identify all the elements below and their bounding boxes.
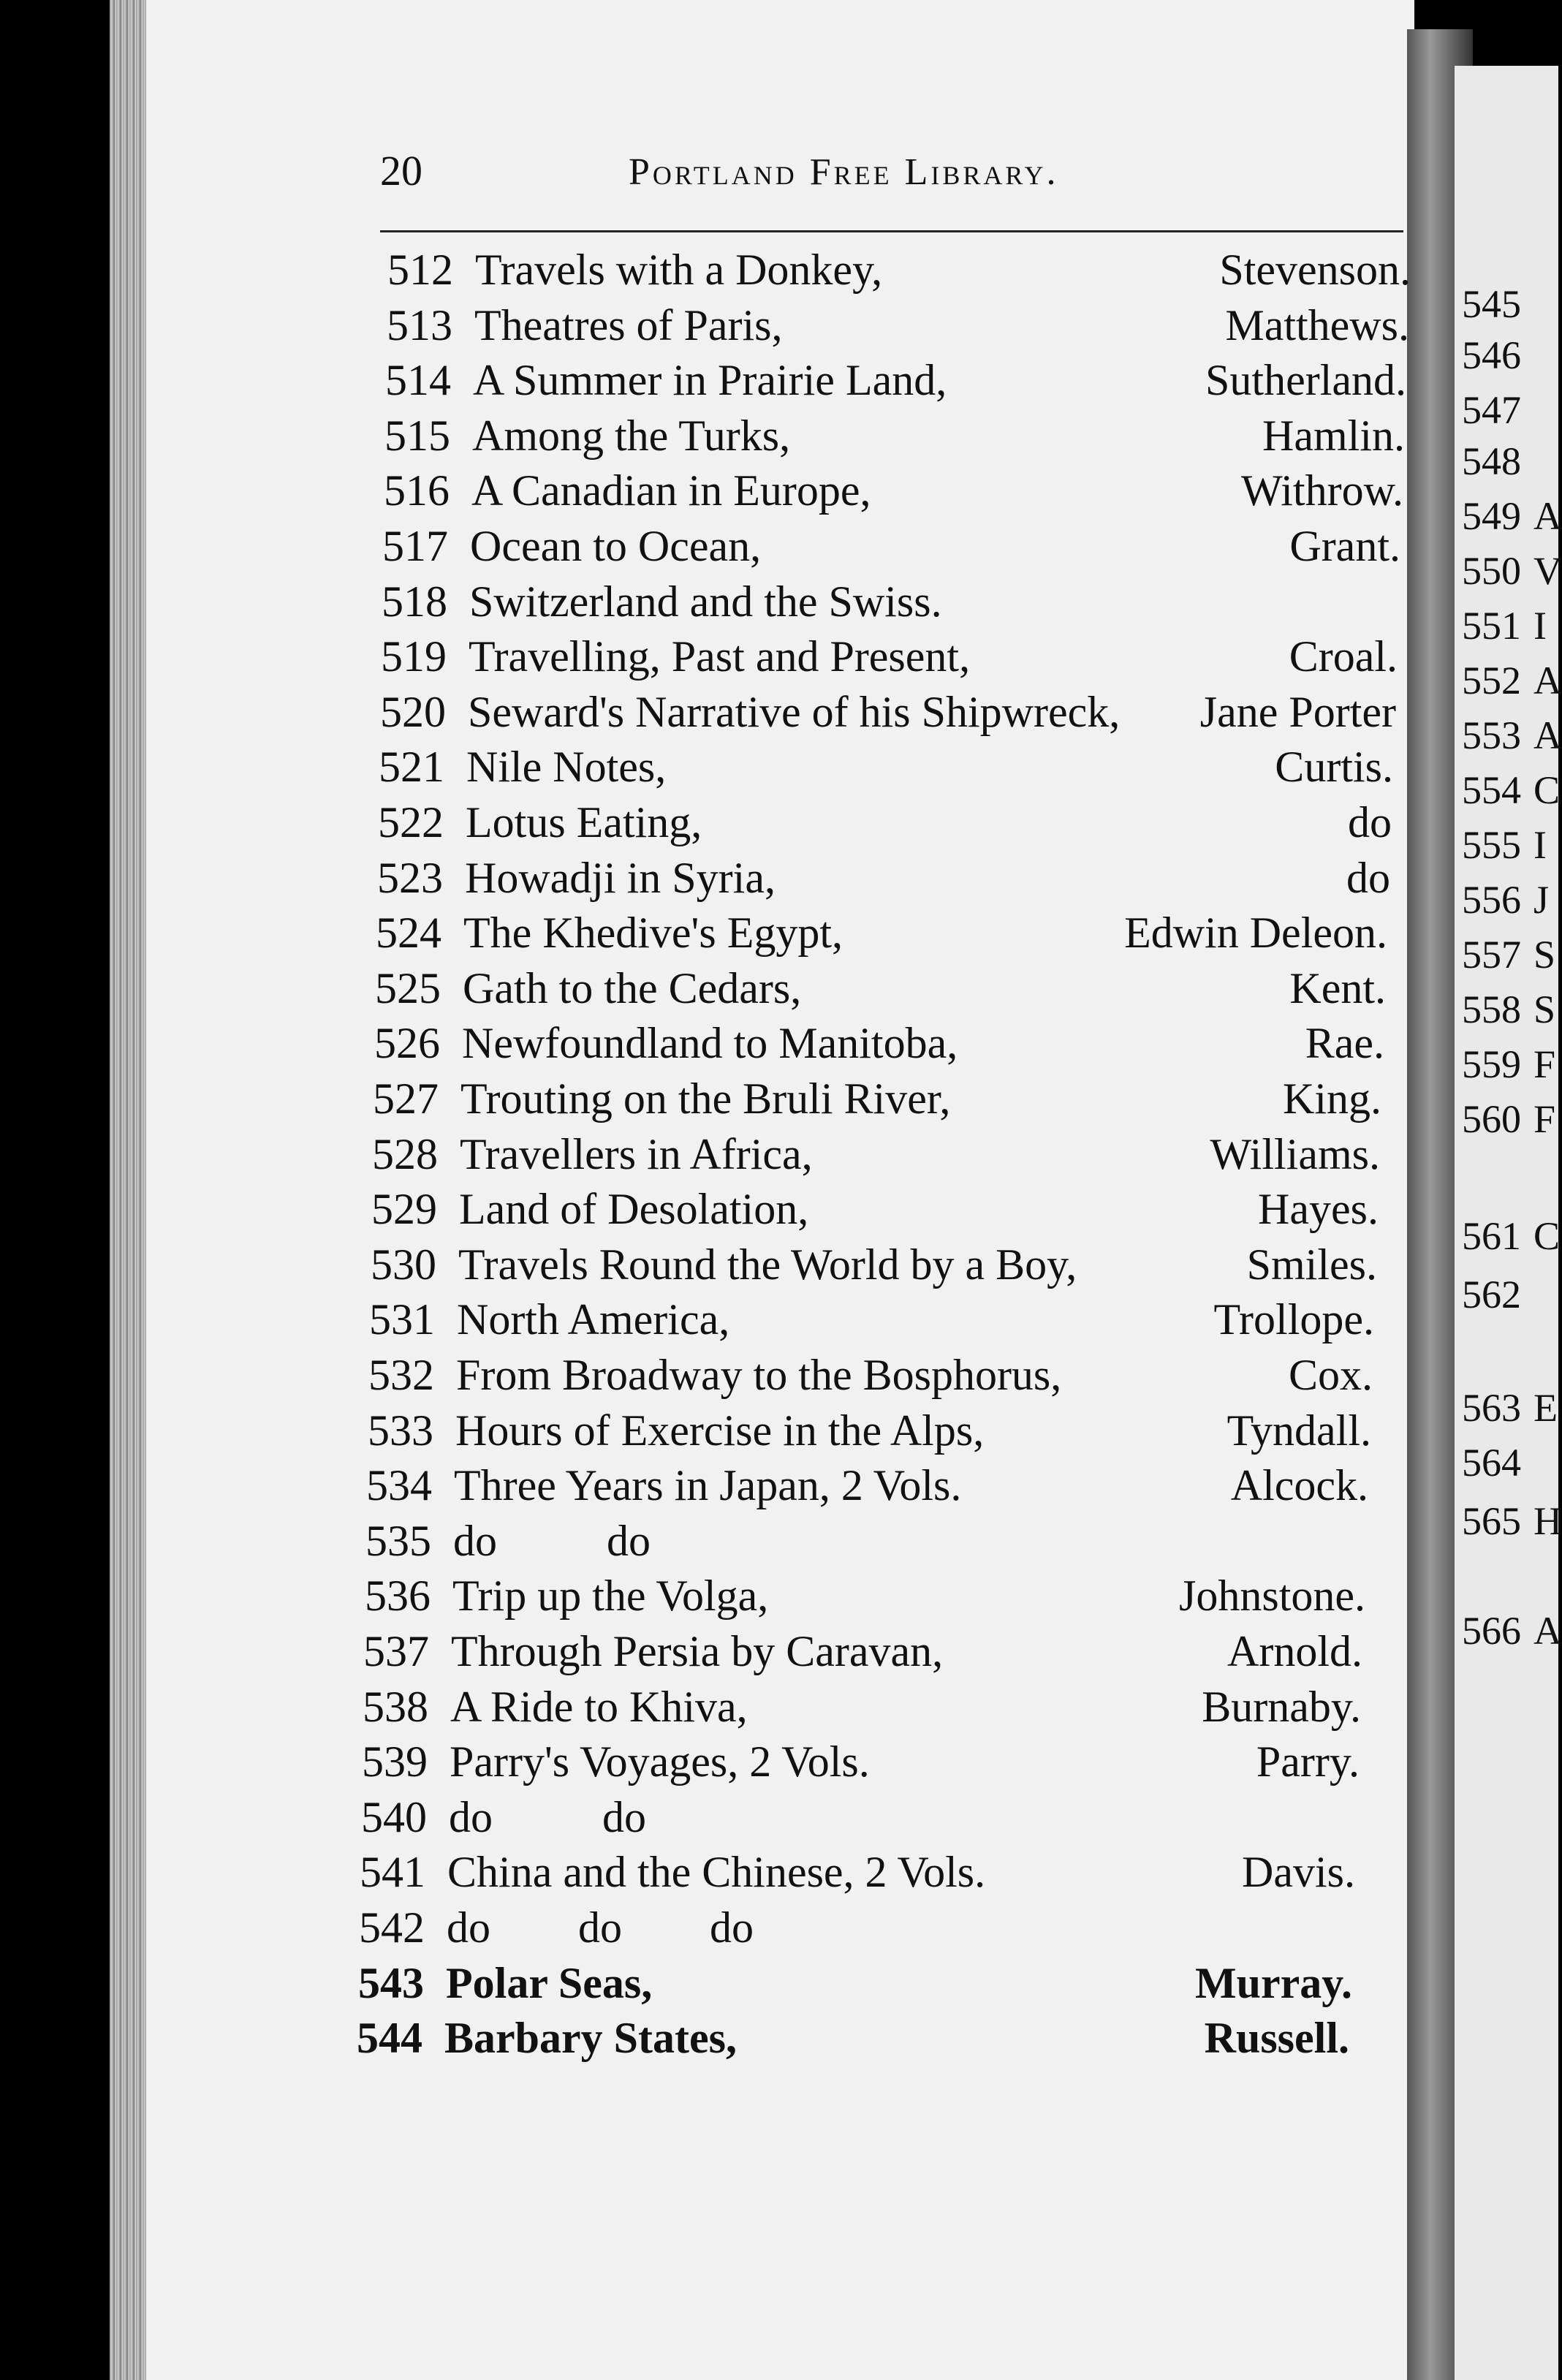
catalog-entry — [377, 853, 1390, 907]
entry-author: Trollope. — [1213, 1295, 1374, 1344]
next-page-number: 563 — [1462, 1386, 1521, 1430]
catalog-entry — [369, 1295, 1374, 1349]
catalog-entry — [375, 963, 1386, 1017]
entry-number: 532 — [368, 1351, 434, 1399]
entry-title: Parry's Voyages, 2 Vols. — [450, 1737, 870, 1786]
running-title: Portland Free Library. — [629, 151, 1059, 193]
entry-title: Gath to the Cedars, — [463, 964, 802, 1012]
catalog-entry — [368, 1406, 1371, 1460]
entry-title: Through Persia by Caravan, — [451, 1627, 944, 1675]
entry-author: do — [1348, 798, 1392, 846]
entry-author: Stevenson. — [1219, 246, 1411, 294]
catalog-entry — [368, 1350, 1373, 1404]
entry-title: A Summer in Prairie Land, — [473, 356, 947, 404]
next-page-letter: J — [1533, 878, 1550, 922]
entry-author: Edwin Deleon. — [1124, 909, 1387, 957]
entry-number: 537 — [363, 1627, 429, 1675]
entry-author: Alcock. — [1230, 1461, 1368, 1509]
next-page-number: 561 — [1462, 1214, 1521, 1258]
entry-title: Among the Turks, — [472, 412, 791, 460]
entry-number: 541 — [360, 1848, 425, 1896]
entry-title: China and the Chinese, 2 Vols. — [447, 1848, 986, 1896]
catalog-entry — [385, 355, 1406, 409]
catalog-entry — [363, 1682, 1361, 1736]
entry-author: Rae. — [1305, 1019, 1384, 1067]
entry-author: Croal. — [1289, 632, 1398, 681]
catalog-entry — [381, 632, 1398, 686]
entry-author: Russell. — [1204, 2014, 1349, 2062]
entry-title: Newfoundland to Manitoba, — [462, 1019, 958, 1067]
next-page-letter: H — [1533, 1499, 1562, 1543]
entry-author: Murray. — [1195, 1959, 1352, 2007]
entry-number: 524 — [376, 909, 441, 957]
entry-title: do do — [449, 1793, 646, 1841]
catalog-entry — [387, 300, 1409, 355]
entry-title: Travellers in Africa, — [460, 1130, 813, 1178]
catalog-entry — [384, 466, 1403, 520]
entry-title: Theatres of Paris, — [474, 301, 783, 349]
next-page-letter: S — [1533, 988, 1556, 1031]
next-page-number: 564 — [1462, 1441, 1521, 1485]
catalog-entry — [372, 1129, 1380, 1183]
entry-author: Davis. — [1242, 1848, 1355, 1896]
next-page-letter: I — [1533, 823, 1547, 867]
entry-author: Johnstone. — [1179, 1572, 1365, 1620]
entry-title: Barbary States, — [444, 2014, 737, 2062]
entry-number: 533 — [368, 1406, 433, 1455]
next-page-letter: A — [1533, 659, 1562, 702]
next-page-letter: A — [1533, 713, 1562, 757]
entry-title: Polar Seas, — [446, 1959, 653, 2007]
entry-author: Tyndall. — [1227, 1406, 1371, 1455]
next-page-number: 551 — [1462, 604, 1521, 648]
next-page-number: 560 — [1462, 1097, 1521, 1141]
catalog-entry — [382, 521, 1400, 575]
catalog-entry — [365, 1571, 1365, 1625]
next-page-number: 547 — [1462, 388, 1521, 432]
entry-author: Burnaby. — [1202, 1683, 1361, 1731]
catalog-entry — [361, 1792, 1358, 1846]
entry-author: Jane Porter — [1199, 688, 1396, 736]
entry-number: 515 — [384, 412, 450, 460]
header-rule — [380, 230, 1403, 232]
next-page-letter: V — [1533, 549, 1562, 593]
catalog-entry — [384, 411, 1405, 465]
entry-title: A Ride to Khiva, — [450, 1683, 748, 1731]
catalog-entry — [371, 1240, 1377, 1294]
next-page-number: 556 — [1462, 878, 1521, 922]
catalog-entry — [365, 1516, 1367, 1570]
page-number: 20 — [380, 147, 422, 194]
entry-number: 519 — [381, 632, 447, 681]
entry-number: 534 — [366, 1461, 432, 1509]
entry-title: North America, — [457, 1295, 730, 1344]
next-page-letter: S — [1533, 933, 1556, 977]
entry-number: 527 — [373, 1075, 439, 1123]
next-page-number: 558 — [1462, 988, 1521, 1031]
catalog-entry — [378, 797, 1392, 852]
next-page-letter: I — [1533, 604, 1547, 648]
entry-title: do do do — [447, 1903, 754, 1952]
catalog-entry — [371, 1184, 1379, 1238]
next-page-letter: C — [1533, 768, 1561, 812]
entry-title: Switzerland and the Swiss. — [469, 577, 942, 626]
catalog-entry — [357, 2013, 1349, 2067]
entry-title: Trip up the Volga, — [452, 1572, 769, 1620]
entry-title: Seward's Narrative of his Shipwreck, — [468, 688, 1121, 736]
entry-author: Hayes. — [1258, 1185, 1379, 1233]
catalog-entry — [366, 1460, 1368, 1515]
entry-number: 525 — [375, 964, 441, 1012]
next-page-letter: A — [1533, 1609, 1562, 1653]
next-page-letter: F — [1533, 1097, 1556, 1141]
entry-number: 512 — [387, 246, 453, 294]
entry-number: 521 — [379, 743, 444, 791]
next-page-letter: C — [1533, 1214, 1561, 1258]
entry-number: 517 — [382, 522, 448, 570]
next-page-number: 548 — [1462, 439, 1521, 483]
entry-number: 530 — [371, 1240, 436, 1289]
entry-title: Trouting on the Bruli River, — [460, 1075, 951, 1123]
entry-author: Matthews. — [1225, 301, 1409, 349]
entry-number: 529 — [371, 1185, 437, 1233]
next-page-number: 566 — [1462, 1609, 1521, 1653]
entry-author: Grant. — [1289, 522, 1400, 570]
catalog-entry — [362, 1737, 1360, 1791]
entry-number: 520 — [380, 688, 446, 736]
page-header — [380, 146, 1403, 205]
entry-number: 518 — [382, 577, 447, 626]
entry-number: 544 — [357, 2014, 422, 2062]
catalog-entry — [374, 1018, 1384, 1072]
entry-number: 531 — [369, 1295, 435, 1344]
entry-author: Parry. — [1256, 1737, 1360, 1786]
entry-author: Arnold. — [1227, 1627, 1362, 1675]
entry-title: Nile Notes, — [466, 743, 667, 791]
entry-title: Lotus Eating, — [466, 798, 702, 846]
entry-number: 526 — [374, 1019, 440, 1067]
entry-author: Hamlin. — [1262, 412, 1405, 460]
entry-title: Three Years in Japan, 2 Vols. — [454, 1461, 962, 1509]
entry-title: From Broadway to the Bosphorus, — [456, 1351, 1062, 1399]
entry-number: 542 — [359, 1903, 425, 1952]
entry-number: 516 — [384, 466, 450, 515]
entry-number: 536 — [365, 1572, 431, 1620]
entry-number: 538 — [363, 1683, 428, 1731]
next-page-number: 565 — [1462, 1499, 1521, 1543]
entry-author: King. — [1283, 1075, 1381, 1123]
entry-title: A Canadian in Europe, — [471, 466, 871, 515]
catalog-entry — [363, 1626, 1362, 1680]
entry-number: 513 — [387, 301, 452, 349]
catalog-entry — [376, 908, 1387, 962]
next-page-number: 550 — [1462, 549, 1521, 593]
next-page-number: 554 — [1462, 768, 1521, 812]
entry-title: The Khedive's Egypt, — [463, 909, 843, 957]
next-page-number: 555 — [1462, 823, 1521, 867]
entry-author: Williams. — [1210, 1130, 1380, 1178]
next-page-letter: A — [1533, 494, 1562, 538]
entry-number: 543 — [358, 1959, 424, 2007]
next-page-number: 557 — [1462, 933, 1521, 977]
entry-number: 539 — [362, 1737, 428, 1786]
next-page-number: 553 — [1462, 713, 1521, 757]
next-page-number: 562 — [1462, 1273, 1521, 1316]
next-page-number: 546 — [1462, 333, 1521, 377]
entry-author: Withrow. — [1241, 466, 1403, 515]
entry-author: Kent. — [1289, 964, 1386, 1012]
entry-title: Land of Desolation, — [459, 1185, 809, 1233]
next-page-number: 549 — [1462, 494, 1521, 538]
entry-number: 522 — [378, 798, 444, 846]
entry-title: Ocean to Ocean, — [470, 522, 762, 570]
entry-author: Curtis. — [1275, 743, 1393, 791]
entry-title: Hours of Exercise in the Alps, — [455, 1406, 985, 1455]
entry-author: Smiles. — [1246, 1240, 1377, 1289]
entry-title: Travelling, Past and Present, — [469, 632, 971, 681]
next-page-number: 559 — [1462, 1042, 1521, 1086]
catalog-entry — [359, 1903, 1354, 1957]
entry-number: 528 — [372, 1130, 438, 1178]
catalog-entry — [387, 245, 1411, 299]
entry-author: do — [1346, 854, 1390, 902]
catalog-entry — [358, 1958, 1352, 2012]
catalog-entry — [380, 687, 1396, 741]
catalog-entry — [373, 1074, 1381, 1128]
entry-author: Sutherland. — [1205, 356, 1406, 404]
entry-number: 540 — [361, 1793, 427, 1841]
entry-number: 523 — [377, 854, 443, 902]
entry-author: Cox. — [1288, 1351, 1373, 1399]
next-page-letter: E — [1533, 1386, 1558, 1430]
catalog-entry — [360, 1847, 1355, 1901]
entry-number: 514 — [385, 356, 451, 404]
catalog-entry — [382, 577, 1399, 631]
entry-title: Howadji in Syria, — [465, 854, 776, 902]
entry-number: 535 — [365, 1517, 431, 1565]
entry-title: Travels with a Donkey, — [475, 246, 883, 294]
catalog-entry — [379, 742, 1393, 796]
entry-title: Travels Round the World by a Boy, — [458, 1240, 1077, 1289]
next-page-number: 545 — [1462, 282, 1521, 326]
next-page-number: 552 — [1462, 659, 1521, 702]
next-page-letter: F — [1533, 1042, 1556, 1086]
entry-title: do do — [453, 1517, 651, 1565]
